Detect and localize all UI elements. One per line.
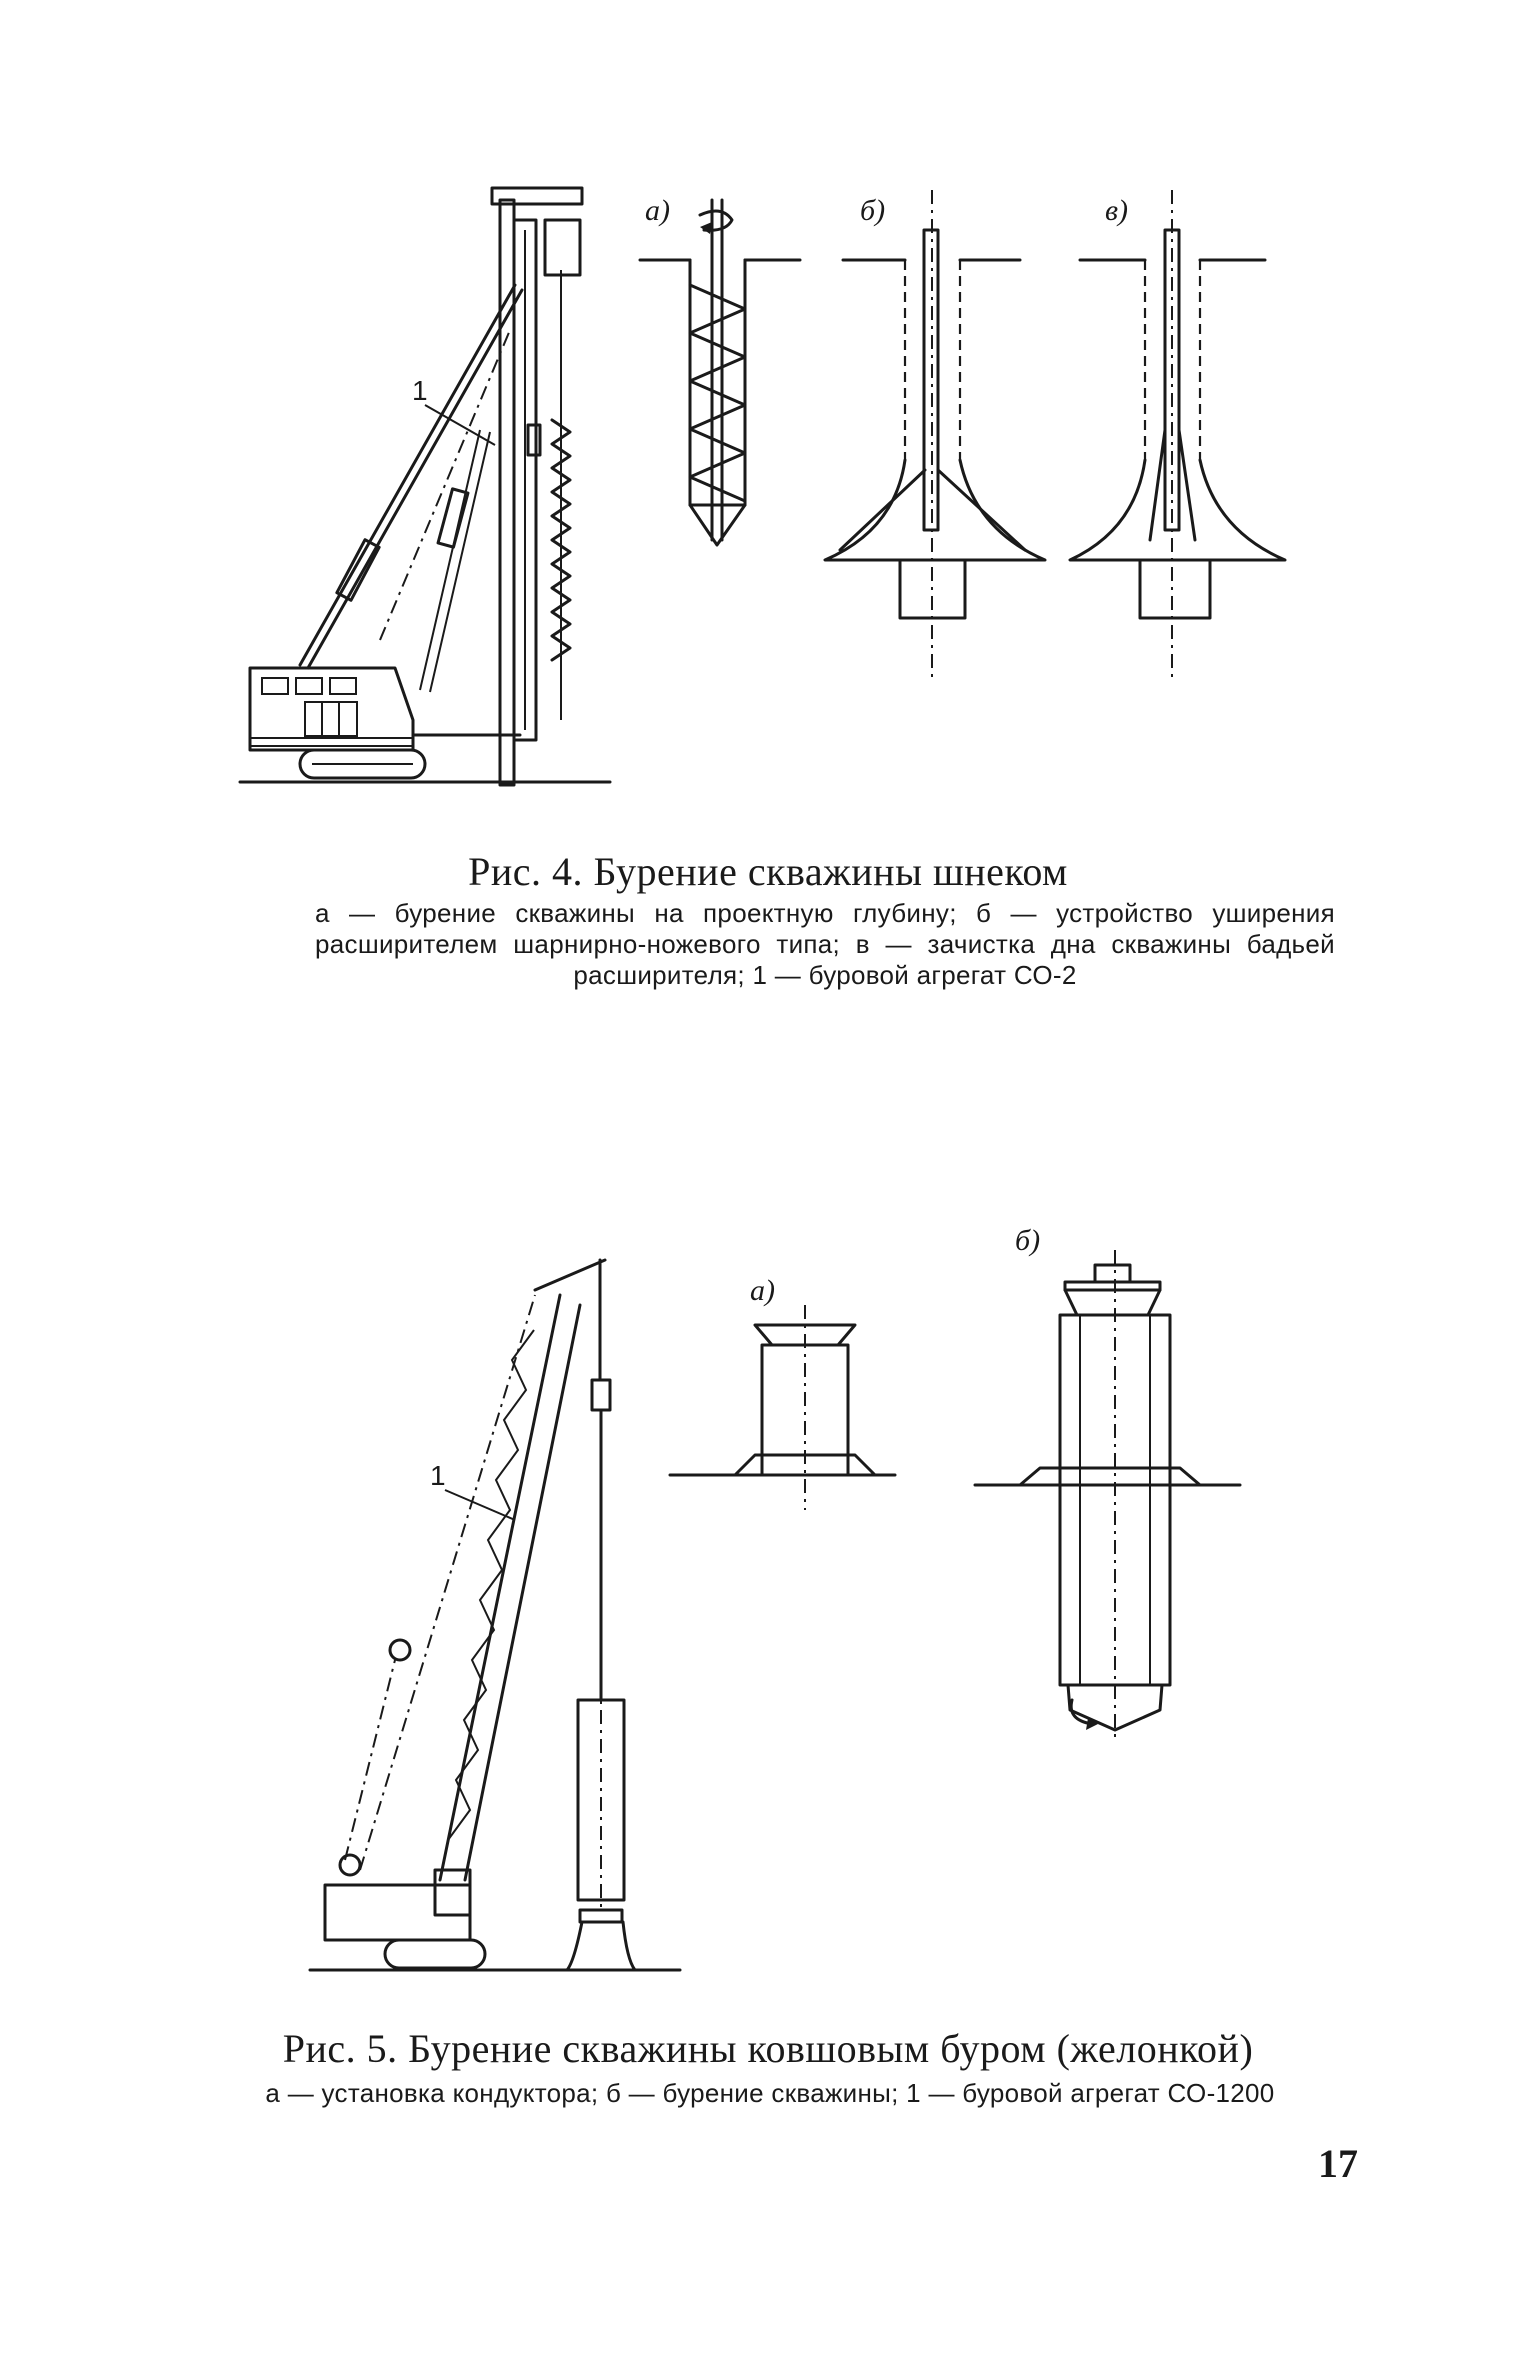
figure-5-drawing [0, 1220, 1536, 2000]
marker-1-label: 1 [412, 375, 428, 406]
drilling-rig-so-2 [240, 188, 610, 785]
figure-5-caption-title: Рис. 5. Бурение скважины ковшовым буром (желонкой) [282, 2026, 1254, 2071]
stage-a-label: а) [750, 1274, 775, 1307]
figure-4-caption-title: Рис. 4. Бурение скважины шнеком [468, 849, 1068, 894]
stage-a-conductor-installation [670, 1274, 895, 1510]
stage-b-label: б) [860, 194, 886, 227]
figure-4-drawing [0, 160, 1536, 800]
page-number: 17 [1318, 2141, 1358, 2186]
stage-a-auger-drilling [640, 194, 800, 545]
figure-4-caption-description: а — бурение скважины на проектную глубину; б — устройство уширения расширителем шарнирно-ножевого типа; в — зачистка дна скважины бадьей расширителя; 1 — буровой агрегат СО-2 [315, 898, 1335, 990]
stage-b-label: б) [1015, 1224, 1041, 1257]
stage-a-label: а) [645, 194, 670, 227]
crane-rig-so-1200 [310, 1260, 680, 1970]
marker-1-label: 1 [430, 1460, 446, 1491]
figure-5-caption-description: а — установка кондуктора; б — бурение скважины; 1 — буровой агрегат СО-1200 [265, 2078, 1275, 2108]
stage-b-bucket-drilling [975, 1224, 1240, 1740]
stage-v-bottom-cleaning [1070, 190, 1285, 680]
stage-b-underreaming [825, 190, 1045, 680]
stage-v-label: в) [1105, 194, 1129, 227]
